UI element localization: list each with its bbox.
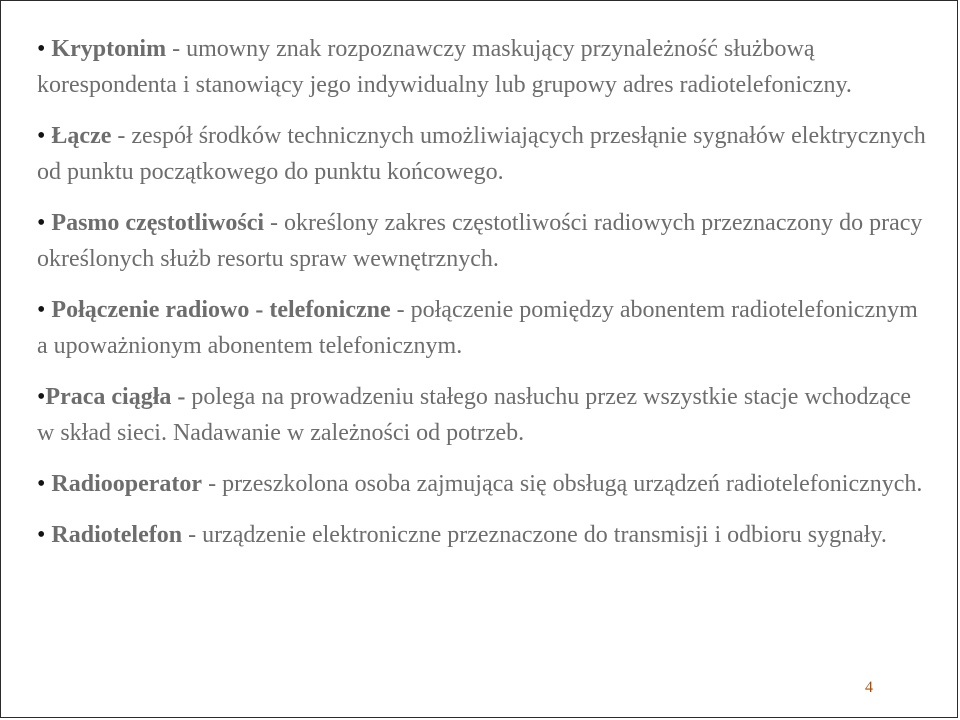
definition-radiotelefon: urządzenie elektroniczne przeznaczone do transmisji i odbioru sygnały. [202,522,887,548]
bullet-icon: • [37,297,46,323]
definition-item-pasmo-czestotliwosci [37,205,927,277]
term-polaczenie-radiowo-telefoniczne: Połączenie radiowo - telefoniczne [51,297,391,323]
term-lacze: Łącze [51,123,112,149]
term-separator: - [390,297,411,323]
definition-praca-ciagla: polega na prowadzeniu stałego nasłuchu przez wszystkie stacje wchodzące w skład sieci. Nadawanie w zależności od potrzeb. [37,384,912,446]
definition-item-radiooperator [37,466,927,502]
term-separator: - [264,210,285,236]
term-kryptonim: Kryptonim [51,36,167,62]
bullet-icon: • [37,123,46,149]
definition-item-radiotelefon [37,517,927,553]
definition-list [37,31,927,567]
page-number: 4 [865,679,873,696]
definition-pasmo-czestotliwosci: określony zakres częstotliwości radiowych przeznaczony do pracy określonych służb resortu spraw wewnętrznych. [37,210,923,272]
definition-item-polaczenie-radiowo-telefoniczne [37,292,927,364]
term-separator: - [166,36,187,62]
term-radiotelefon: Radiotelefon [51,522,183,548]
term-pasmo-czestotliwosci: Pasmo częstotliwości [51,210,265,236]
definition-polaczenie-radiowo-telefoniczne: połączenie pomiędzy abonentem radiotelefonicznym a upoważnionym abonentem telefonicznym. [37,297,918,359]
bullet-icon: • [37,471,46,497]
term-praca-ciagla: Praca ciągła - [45,384,186,410]
definition-radiooperator: przeszkolona osoba zajmująca się obsługą urządzeń radiotelefonicznych. [222,471,923,497]
definition-item-kryptonim [37,31,927,103]
definition-lacze: zespół środków technicznych umożliwiających przesłąnie sygnałów elektrycznych od punktu początkowego do punktu końcowego. [37,123,926,185]
definition-kryptonim: umowny znak rozpoznawczy maskujący przynależność służbową korespondenta i stanowiący jego indywidualny lub grupowy adres radiotelefoniczny. [37,36,852,98]
bullet-icon: • [37,522,46,548]
term-separator: - [182,522,203,548]
term-separator: - [111,123,132,149]
term-radiooperator: Radiooperator [51,471,203,497]
bullet-icon: • [37,36,46,62]
definition-item-praca-ciagla [37,379,927,451]
definition-item-lacze [37,118,927,190]
term-separator: - [202,471,223,497]
bullet-icon: • [37,210,46,236]
bullet-icon: • [37,384,46,410]
